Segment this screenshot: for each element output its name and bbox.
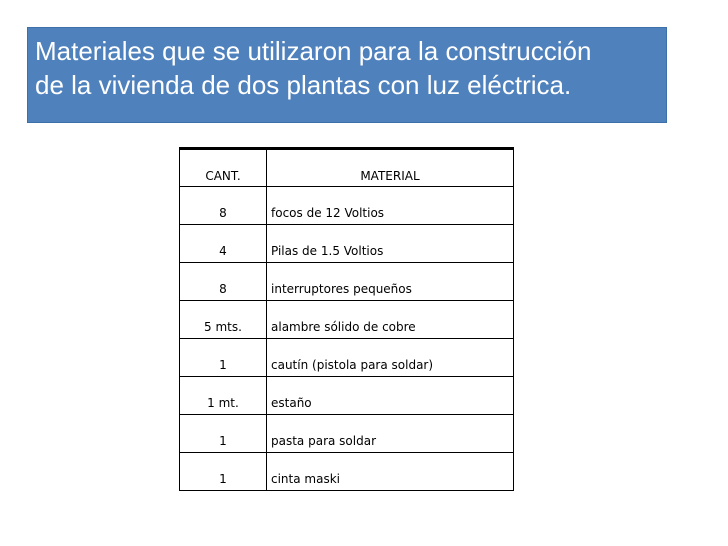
table-row (180, 414, 514, 452)
table-row (180, 186, 514, 224)
cell-qty: 1 (180, 338, 267, 376)
table-row (180, 224, 514, 262)
cell-material: estaño (267, 376, 514, 414)
cell-qty: 1 (180, 414, 267, 452)
slide-title: Materiales que se utilizaron para la construcción de la vivienda de dos plantas con luz eléctrica. (35, 36, 592, 100)
cell-qty: 8 (180, 186, 267, 224)
cell-qty: 8 (180, 262, 267, 300)
table-row (180, 452, 514, 490)
cell-qty: 4 (180, 224, 267, 262)
table-row (180, 376, 514, 414)
materials-table (179, 147, 514, 491)
cell-material: cinta maski (267, 452, 514, 490)
table-row (180, 338, 514, 376)
header-material: MATERIAL (267, 148, 514, 186)
cell-material: interruptores pequeños (267, 262, 514, 300)
title-box (27, 27, 667, 123)
cell-qty: 1 (180, 452, 267, 490)
cell-material: pasta para soldar (267, 414, 514, 452)
table-header-row (180, 148, 514, 186)
cell-material: Pilas de 1.5 Voltios (267, 224, 514, 262)
table-row (180, 300, 514, 338)
header-qty: CANT. (180, 148, 267, 186)
table-row (180, 262, 514, 300)
cell-material: focos de 12 Voltios (267, 186, 514, 224)
cell-material: alambre sólido de cobre (267, 300, 514, 338)
cell-material: cautín (pistola para soldar) (267, 338, 514, 376)
cell-qty: 1 mt. (180, 376, 267, 414)
cell-qty: 5 mts. (180, 300, 267, 338)
